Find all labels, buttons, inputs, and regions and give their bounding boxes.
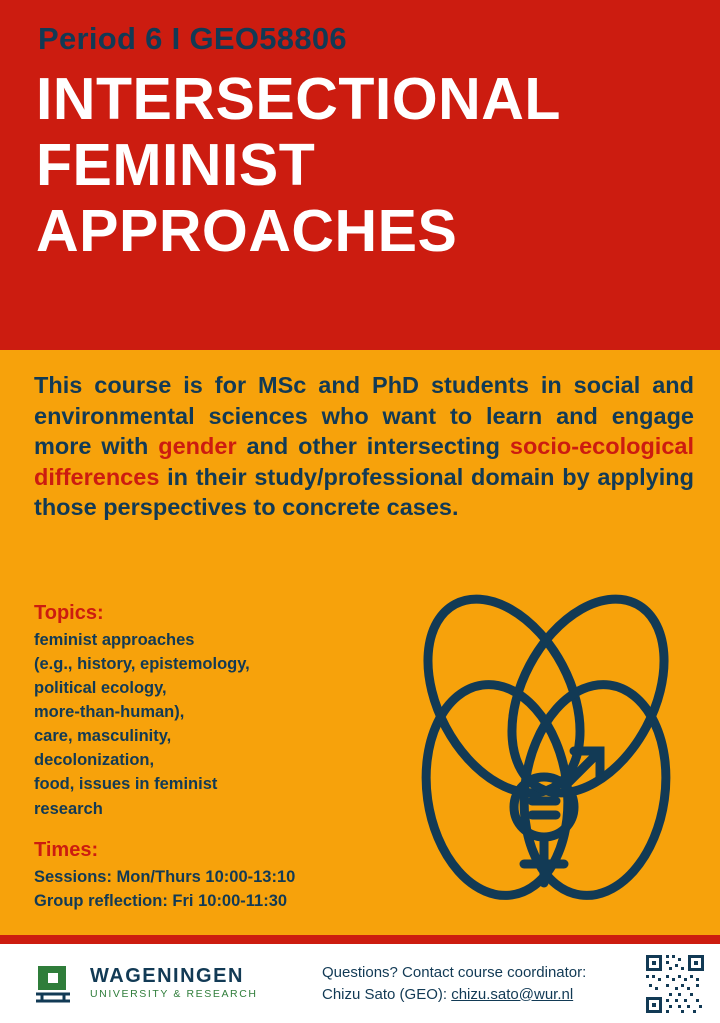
description-highlight-differences: socio-ecological differences: [34, 433, 695, 490]
list-item: care, masculinity,: [34, 727, 172, 746]
contact-info: [304, 962, 634, 1006]
course-period-code: Period 6 I GEO58806: [38, 21, 347, 56]
coordinator-email-link[interactable]: chizu.sato@wur.nl: [451, 985, 574, 1003]
venn-diagram-icon: [392, 578, 702, 908]
list-item: research: [34, 799, 103, 818]
course-description: [34, 370, 694, 523]
list-item: political ecology,: [34, 679, 167, 698]
qr-code-icon[interactable]: [644, 953, 706, 1015]
description-part-1: This course is for MSc and PhD students in social and environmental sciences who want to learn and engage more with: [34, 372, 694, 460]
page-title: [36, 66, 692, 264]
header-banner: [0, 0, 720, 350]
wageningen-logo-text: [90, 966, 258, 1000]
contact-question-line: Questions? Contact course coordinator:: [322, 963, 587, 981]
times-block: [34, 839, 364, 913]
description-part-2: and other intersecting: [236, 433, 510, 460]
footer-divider: [0, 935, 720, 944]
footer: [0, 944, 720, 1023]
wageningen-logo-icon: [34, 964, 80, 1004]
list-item: food, issues in feminist: [34, 775, 218, 794]
logo-subtitle: UNIVERSITY & RESEARCH: [90, 988, 258, 1001]
list-item: feminist approaches: [34, 631, 195, 649]
title-line-1: INTERSECTIONAL: [36, 66, 561, 133]
list-item: decolonization,: [34, 751, 155, 770]
description-part-3: in their study/professional domain by applying those perspectives to concrete cases.: [34, 463, 694, 521]
wageningen-logo: [34, 964, 304, 1004]
details-column: [34, 602, 364, 913]
list-item: (e.g., history, epistemology,: [34, 655, 250, 674]
times-heading: Times:: [34, 838, 99, 861]
coordinator-name: Chizu Sato (GEO):: [322, 985, 452, 1003]
topics-list: [34, 628, 364, 821]
title-line-2: FEMINIST: [36, 132, 316, 199]
title-line-3: APPROACHES: [36, 198, 458, 265]
list-item: Group reflection: Fri 10:00-11:30: [34, 891, 288, 910]
list-item: more-than-human),: [34, 703, 185, 722]
body-section: [0, 350, 720, 935]
contact-coordinator-line: [322, 984, 634, 1006]
logo-name: WAGENINGEN: [90, 965, 244, 988]
topics-heading: Topics:: [34, 602, 104, 624]
list-item: Sessions: Mon/Thurs 10:00-13:10: [34, 867, 296, 886]
description-highlight-gender: gender: [158, 433, 237, 460]
